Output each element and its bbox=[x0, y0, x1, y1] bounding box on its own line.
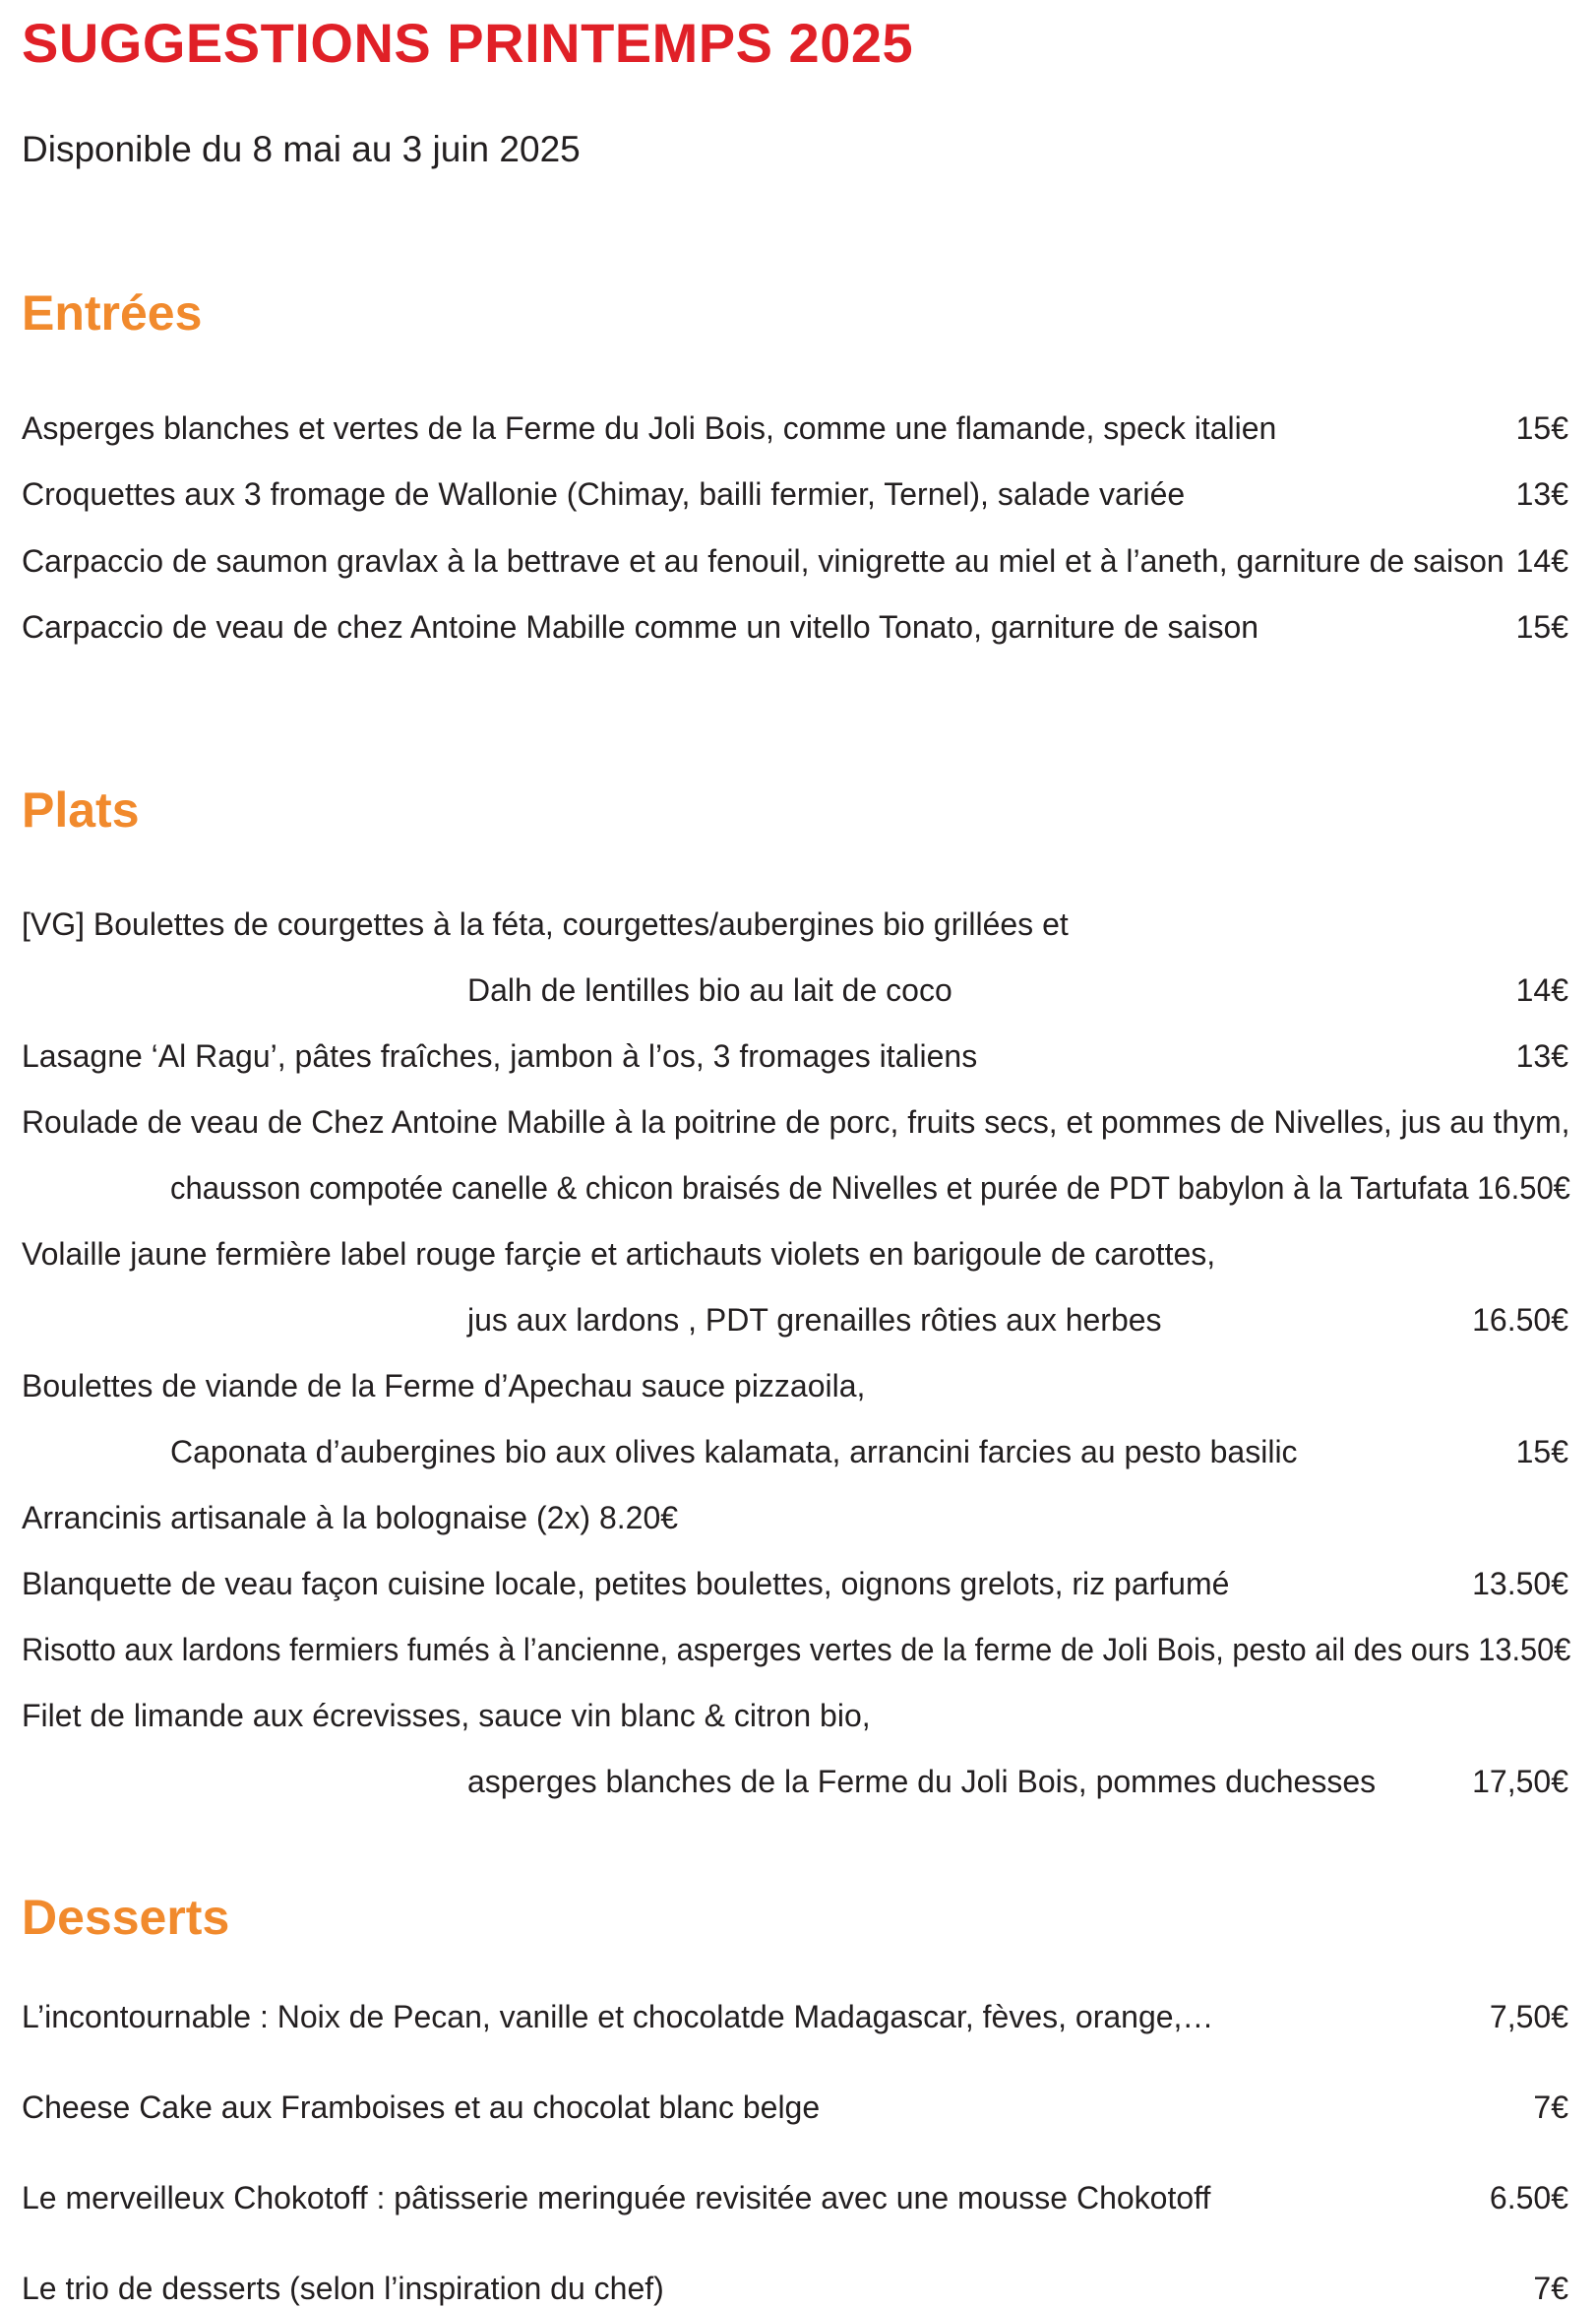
menu-item-price: 13.50€ bbox=[1472, 1566, 1568, 1601]
menu-item-text: Croquettes aux 3 fromage de Wallonie (Chimay, bailli fermier, Ternel), salade variée bbox=[22, 476, 1186, 512]
menu-item-text: L’incontournable : Noix de Pecan, vanille et chocolatde Madagascar, fèves, orange,… bbox=[22, 1999, 1214, 2034]
menu-item-price: 15€ bbox=[1515, 1434, 1568, 1469]
menu-item-text: asperges blanches de la Ferme du Joli Bois, pommes duchesses bbox=[467, 1764, 1377, 1799]
menu-item-text: [VG] Boulettes de courgettes à la féta, courgettes/aubergines bio grillées et bbox=[22, 906, 1069, 942]
menu-item-price: 6.50€ bbox=[1489, 2180, 1568, 2215]
menu-item-text: jus aux lardons , PDT grenailles rôties aux herbes bbox=[467, 1302, 1162, 1338]
menu-item-text: Le merveilleux Chokotoff : pâtisserie meringuée revisitée avec une mousse Chokotoff bbox=[22, 2180, 1211, 2215]
menu-item-price: 14€ bbox=[1515, 972, 1568, 1008]
menu-item-price: 13€ bbox=[1515, 476, 1568, 512]
menu-item-text: Le trio de desserts (selon l’inspiration du chef) bbox=[22, 2271, 664, 2306]
menu-item-text: Asperges blanches et vertes de la Ferme du Joli Bois, comme une flamande, speck italien bbox=[22, 410, 1277, 446]
availability-dates: Disponible du 8 mai au 3 juin 2025 bbox=[22, 129, 581, 169]
menu-item-price: 7€ bbox=[1533, 2090, 1568, 2125]
menu-item-text: chausson compotée canelle & chicon braisés de Nivelles et purée de PDT babylon à la Tartufata 16.50€ bbox=[170, 1170, 1570, 1206]
menu-item-price: 7€ bbox=[1533, 2271, 1568, 2306]
menu-item-text: Volaille jaune fermière label rouge farçie et artichauts violets en barigoule de carottes, bbox=[22, 1236, 1216, 1272]
menu-item-price: 15€ bbox=[1515, 609, 1568, 645]
menu-item-text: Lasagne ‘Al Ragu’, pâtes fraîches, jambon à l’os, 3 fromages italiens bbox=[22, 1038, 978, 1074]
menu-item-price: 15€ bbox=[1515, 410, 1568, 446]
section-heading-entrees: Entrées bbox=[22, 285, 203, 341]
menu-item-text: Dalh de lentilles bio au lait de coco bbox=[467, 972, 952, 1008]
menu-item-text: Carpaccio de saumon gravlax à la bettrave et au fenouil, vinigrette au miel et à l’aneth, garniture de saison bbox=[22, 543, 1504, 579]
menu-item-text: Roulade de veau de Chez Antoine Mabille à la poitrine de porc, fruits secs, et pommes de Nivelles, jus au thym, bbox=[22, 1104, 1570, 1140]
menu-item-text: Carpaccio de veau de chez Antoine Mabille comme un vitello Tonato, garniture de saison bbox=[22, 609, 1259, 645]
menu-item-price: 7,50€ bbox=[1489, 1999, 1568, 2034]
menu-item-price: 14€ bbox=[1515, 543, 1568, 579]
menu-item-text: Risotto aux lardons fermiers fumés à l’ancienne, asperges vertes de la ferme de Joli Bois, pesto ail des ours 13.50€ bbox=[22, 1632, 1571, 1667]
menu-item-text: Caponata d’aubergines bio aux olives kalamata, arrancini farcies au pesto basilic bbox=[170, 1434, 1298, 1469]
section-heading-plats: Plats bbox=[22, 782, 140, 838]
menu-item-price: 16.50€ bbox=[1472, 1302, 1568, 1338]
menu-item-text: Boulettes de viande de la Ferme d’Apechau sauce pizzaoila, bbox=[22, 1368, 866, 1404]
menu-item-price: 17,50€ bbox=[1472, 1764, 1568, 1799]
menu-item-text: Cheese Cake aux Framboises et au chocolat blanc belge bbox=[22, 2090, 821, 2125]
page-title: SUGGESTIONS PRINTEMPS 2025 bbox=[22, 12, 914, 74]
section-heading-desserts: Desserts bbox=[22, 1890, 230, 1945]
menu-item-text: Blanquette de veau façon cuisine locale, petites boulettes, oignons grelots, riz parfumé bbox=[22, 1566, 1230, 1601]
menu-item-text: Arrancinis artisanale à la bolognaise (2x) 8.20€ bbox=[22, 1500, 679, 1535]
menu-item-price: 13€ bbox=[1515, 1038, 1568, 1074]
menu-item-text: Filet de limande aux écrevisses, sauce vin blanc & citron bio, bbox=[22, 1698, 871, 1733]
